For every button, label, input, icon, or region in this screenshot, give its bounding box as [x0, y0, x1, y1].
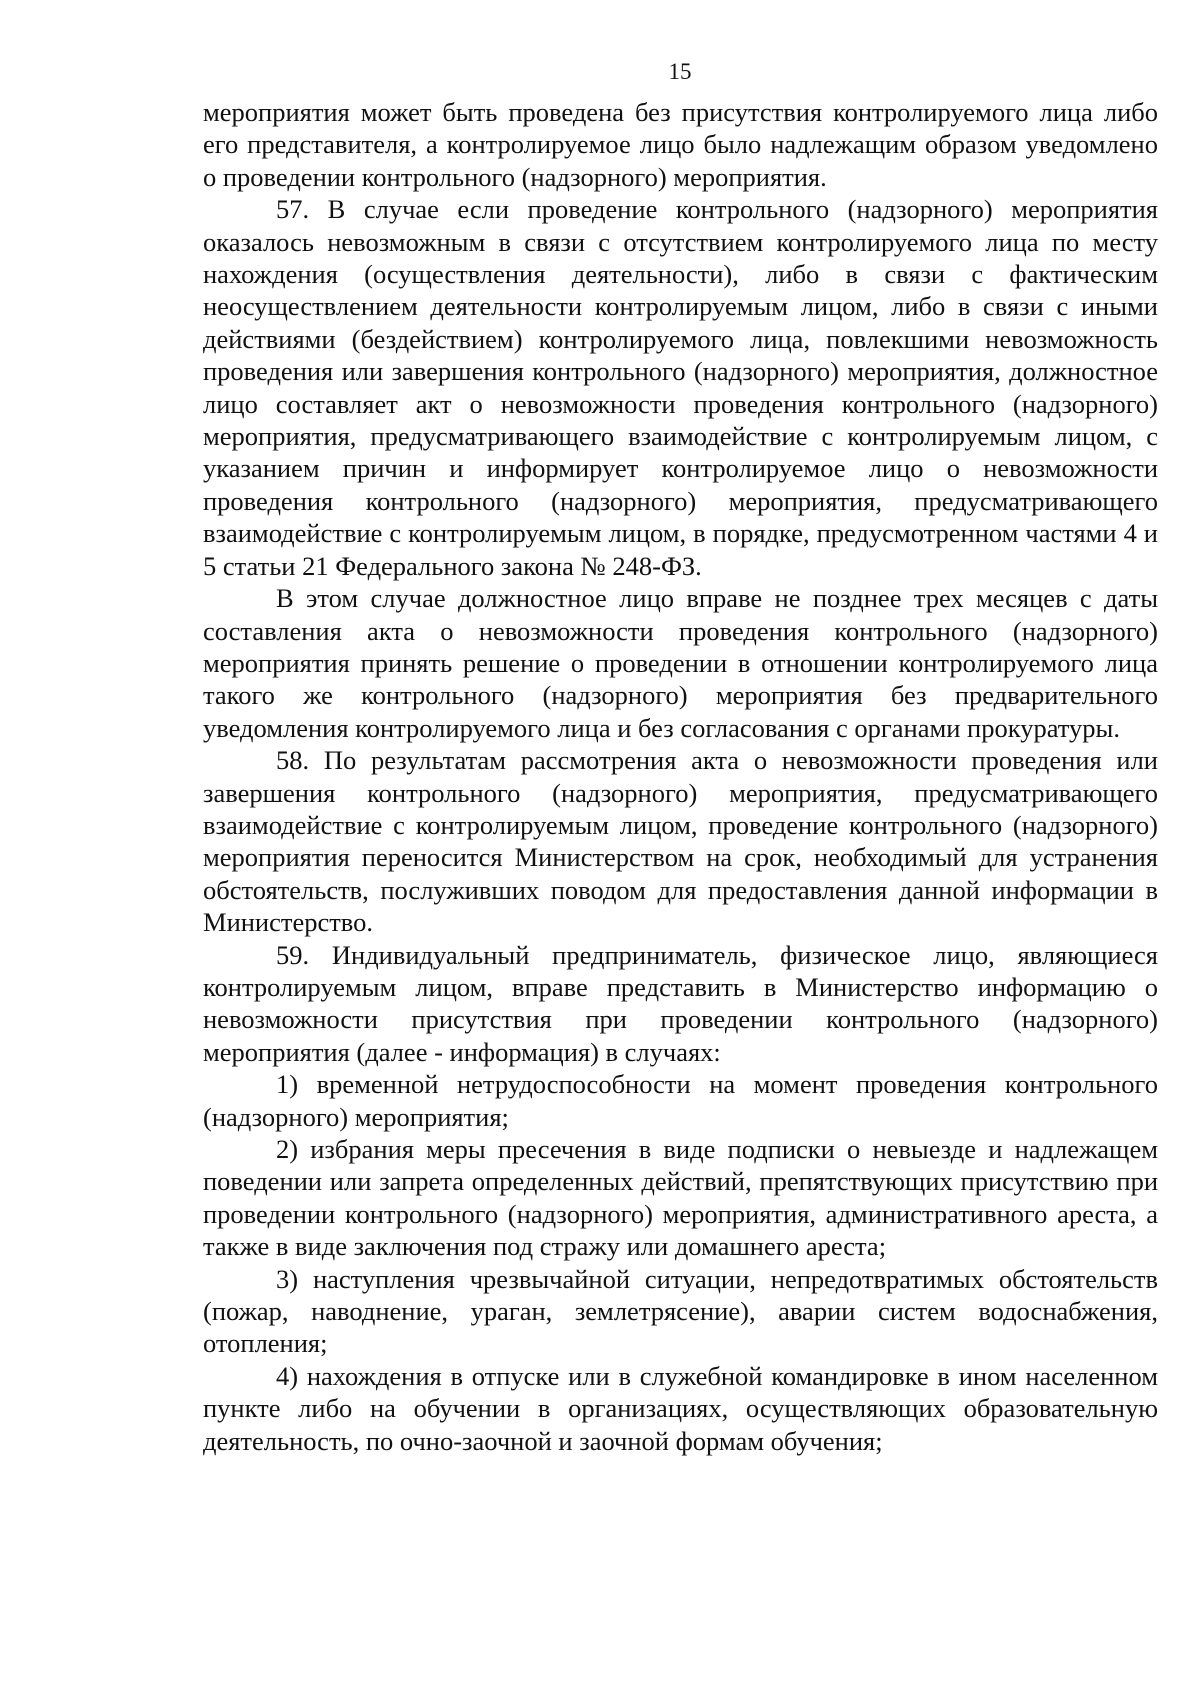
paragraph-58: 58. По результатам рассмотрения акта о невозможности проведения или завершения контрольного (надзорного) мероприятия, предусматривающего взаимодействие с контролируемым лицом, проведение контрольного (надзорного) мероприятия переносится Министерством на срок, необходимый для устранения обстоятельств, послуживших поводом для предоставления данной информации в Министерство.	[203, 745, 1158, 938]
list-item-2: 2) избрания меры пресечения в виде подписки о невыезде и надлежащем поведении или запрета определенных действий, препятствующих присутствию при проведении контрольного (надзорного) мероприятия, административного ареста, а также в виде заключения под стражу или домашнего ареста;	[203, 1134, 1158, 1262]
list-item-1: 1) временной нетрудоспособности на момент проведения контрольного (надзорного) мероприятия;	[203, 1069, 1158, 1132]
document-body	[203, 96, 1158, 1457]
paragraph-59: 59. Индивидуальный предприниматель, физическое лицо, являющиеся контролируемым лицом, вправе представить в Министерство информацию о невозможности присутствия при проведении контрольного (надзорного) мероприятия (далее - информация) в случаях:	[203, 939, 1158, 1067]
page-number: 15	[668, 59, 692, 84]
paragraph-continuation: мероприятия может быть проведена без присутствия контролируемого лица либо его представителя, а контролируемое лицо было надлежащим образом уведомлено о проведении контрольного (надзорного) мероприятия.	[203, 97, 1158, 192]
list-item-4: 4) нахождения в отпуске или в служебной командировке в ином населенном пункте либо на обучении в организациях, осуществляющих образовательную деятельность, по очно-заочной и заочной формам обучения;	[203, 1360, 1158, 1456]
paragraph-57: 57. В случае если проведение контрольного (надзорного) мероприятия оказалось невозможным в связи с отсутствием контролируемого лица по месту нахождения (осуществления деятельности), либо в связи с фактическим неосуществлением деятельности контролируемым лицом, либо в связи с иными действиями (бездействием) контролируемого лица, повлекшими невозможность проведения или завершения контрольного (надзорного) мероприятия, должностное лицо составляет акт о невозможности проведения контрольного (надзорного) мероприятия, предусматривающего взаимодействие с контролируемым лицом, с указанием причин и информирует контролируемое лицо о невозможности проведения контрольного (надзорного) мероприятия, предусматривающего взаимодействие с контролируемым лицом, в порядке, предусмотренном частями 4 и 5 статьи 21 Федерального закона № 248-ФЗ.	[203, 194, 1158, 581]
list-item-3: 3) наступления чрезвычайной ситуации, непредотвратимых обстоятельств (пожар, наводнение, ураган, землетрясение), аварии систем водоснабжения, отопления;	[203, 1263, 1158, 1359]
paragraph-57-repeat-inspection: В этом случае должностное лицо вправе не позднее трех месяцев с даты составления акта о невозможности проведения контрольного (надзорного) мероприятия принять решение о проведении в отношении контролируемого лица такого же контрольного (надзорного) мероприятия без предварительного уведомления контролируемого лица и без согласования с органами прокуратуры.	[203, 583, 1158, 743]
